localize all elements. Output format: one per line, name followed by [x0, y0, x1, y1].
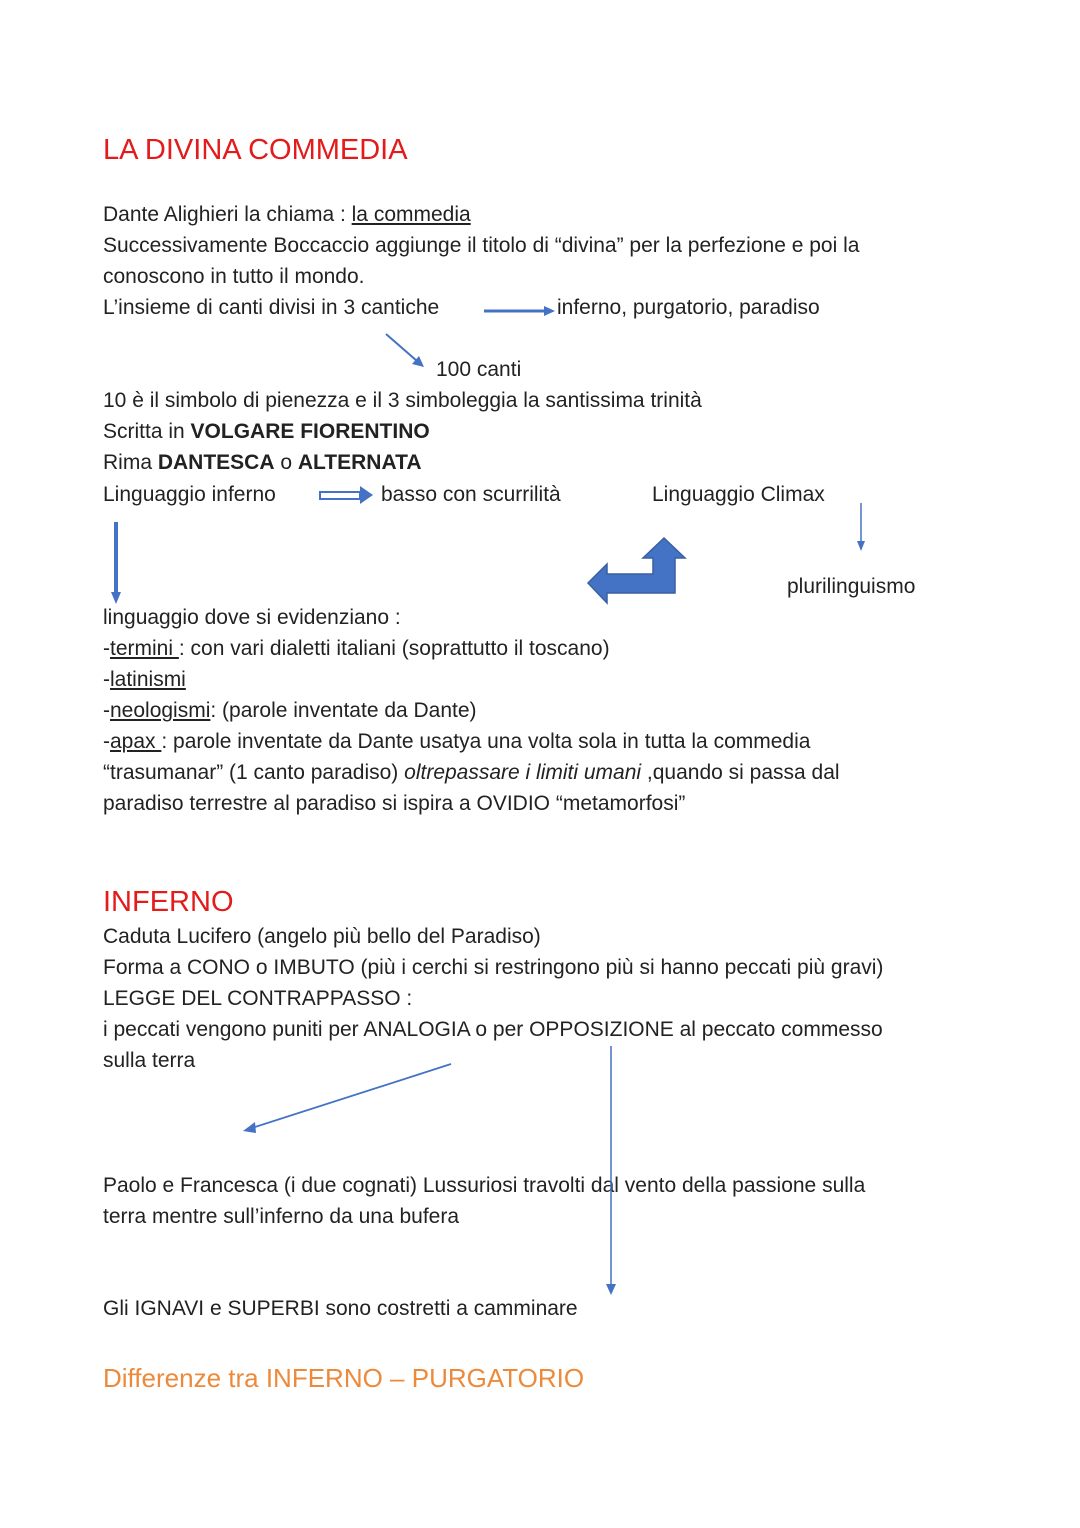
text-ignavi-superbi: IGNAVI e SUPERBI	[134, 1297, 320, 1320]
bold-volgare-fiorentino: VOLGARE FIORENTINO	[190, 420, 430, 443]
label-linguaggio-inferno: Linguaggio inferno	[103, 483, 276, 506]
arrow-diagonal-canti-icon	[386, 334, 424, 367]
line-analogia: i peccati vengono puniti per ANALOGIA o per OPPOSIZIONE al peccato commesso	[103, 1018, 883, 1041]
text: sono costretti a camminare	[319, 1297, 578, 1320]
arrow-right-linguaggio-icon	[319, 486, 373, 504]
bold-dantesca: DANTESCA	[157, 451, 275, 474]
text: Scritta in	[103, 420, 191, 443]
arrow-diagonal-inferno-icon	[243, 1064, 451, 1133]
label-plurilinguismo: plurilinguismo	[787, 575, 916, 598]
line-volgare	[103, 416, 430, 447]
arrow-down-climax-icon	[857, 503, 865, 551]
underlined-la-commedia: la commedia	[351, 203, 471, 226]
list-item-termini	[103, 633, 610, 664]
text: ,quando si passa dal	[646, 761, 840, 784]
line-trasumanar	[103, 757, 840, 788]
underlined-latinismi: latinismi	[110, 668, 186, 691]
line-lucifero: Caduta Lucifero (angelo più bello del Paradiso)	[103, 925, 541, 948]
text: -	[103, 668, 110, 691]
text: Dante Alighieri la chiama :	[103, 203, 352, 226]
text: : parole inventate da Dante usatya una volta sola in tutta la commedia	[161, 730, 811, 753]
line-conoscono: conoscono in tutto il mondo.	[103, 265, 365, 288]
underlined-neologismi: neologismi	[110, 699, 211, 722]
arrow-down-left-icon	[111, 522, 121, 604]
list-item-latinismi	[103, 664, 186, 695]
underlined-apax: apax	[110, 730, 162, 753]
text: : con vari dialetti italiani (soprattutto il toscano)	[178, 637, 610, 660]
line-cantiche: L’insieme di canti divisi in 3 cantiche	[103, 296, 440, 319]
line-simbolo: 10 è il simbolo di pienezza e il 3 simboleggia la santissima trinità	[103, 389, 702, 412]
text: o	[274, 451, 298, 474]
arrow-right-cantiche-icon	[484, 306, 555, 316]
line-cantiche-names: inferno, purgatorio, paradiso	[557, 296, 820, 319]
list-item-neologismi	[103, 695, 477, 726]
text: Gli	[103, 1297, 135, 1320]
text: -	[103, 730, 110, 753]
text: -	[103, 699, 110, 722]
line-evidenziano: linguaggio dove si evidenziano :	[103, 606, 401, 629]
line-rima	[103, 447, 422, 478]
italic-oltrepassare: oltrepassare i limiti umani	[404, 761, 647, 784]
line-ignavi	[103, 1293, 578, 1324]
title-inferno: INFERNO	[103, 886, 234, 918]
list-item-apax	[103, 726, 810, 757]
title-divina-commedia: LA DIVINA COMMEDIA	[103, 134, 408, 166]
line-dante-chiama	[103, 199, 471, 230]
text: Rima	[103, 451, 158, 474]
line-sulla-terra: sulla terra	[103, 1049, 196, 1072]
underlined-termini: termini	[110, 637, 179, 660]
title-differenze: Differenze tra INFERNO – PURGATORIO	[103, 1363, 585, 1393]
label-basso-scurrilita: basso con scurrilità	[381, 483, 561, 506]
line-boccaccio: Successivamente Boccaccio aggiunge il titolo di “divina” per la perfezione e poi la	[103, 234, 860, 257]
line-cono: Forma a CONO o IMBUTO (più i cerchi si restringono più si hanno peccati più gravi)	[103, 956, 884, 979]
line-contrappasso: LEGGE DEL CONTRAPPASSO :	[103, 987, 413, 1010]
label-linguaggio-climax: Linguaggio Climax	[652, 483, 825, 506]
line-ovidio: paradiso terrestre al paradiso si ispira a OVIDIO “metamorfosi”	[103, 792, 686, 815]
arrow-uturn-icon	[588, 538, 685, 603]
text: : (parole inventate da Dante)	[210, 699, 477, 722]
line-paolo-francesca: Paolo e Francesca (i due cognati) Lussuriosi travolti dal vento della passione sulla	[103, 1174, 866, 1197]
line-bufera: terra mentre sull’inferno da una bufera	[103, 1205, 460, 1228]
bold-alternata: ALTERNATA	[297, 451, 422, 474]
label-100-canti: 100 canti	[436, 358, 522, 381]
text: -	[103, 637, 110, 660]
text: “trasumanar” (1 canto paradiso)	[103, 761, 405, 784]
